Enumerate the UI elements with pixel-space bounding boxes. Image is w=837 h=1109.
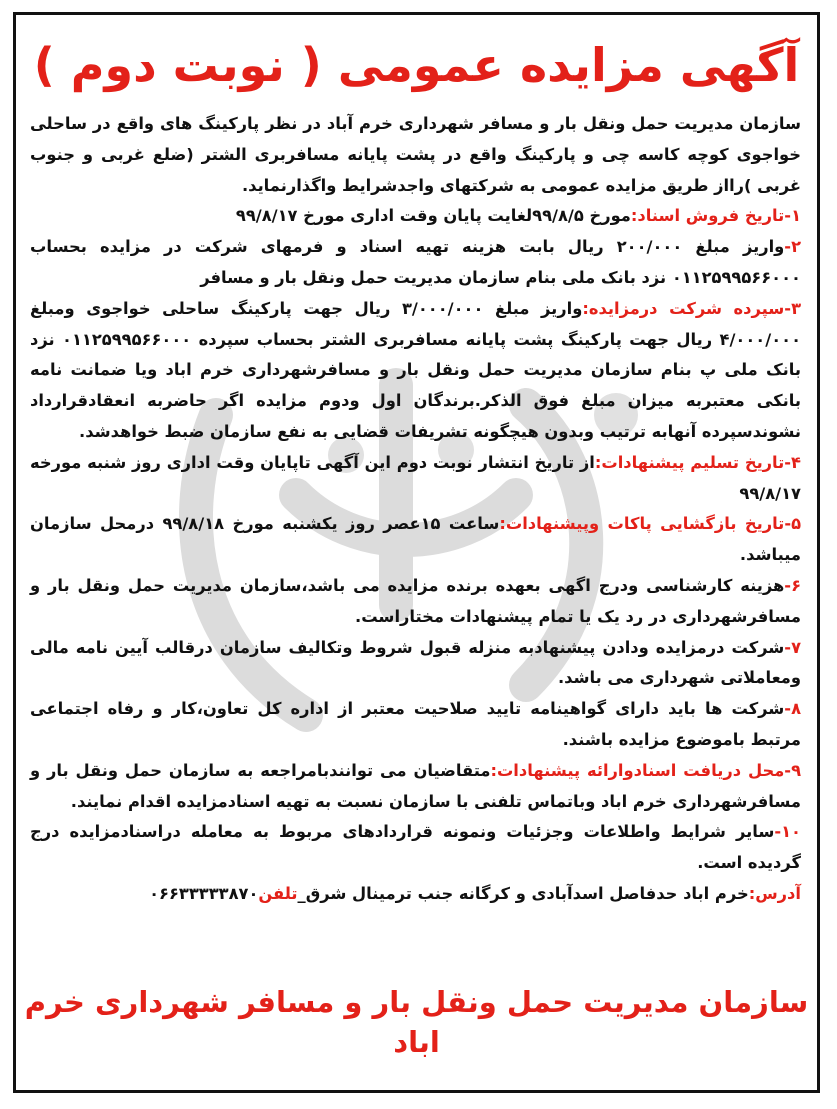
address-label: آدرس:	[748, 883, 801, 903]
item-text: متقاضیان می توانندبامراجعه به سازمان حمل ونقل بار و مسافرشهرداری خرم اباد وباتماس تلفنی با سازمان نسبت به تهیه اسنادمزایده اقدام نمایند.	[30, 760, 801, 811]
item-2	[30, 232, 801, 294]
item-text: شرکت درمزایده ودادن پیشنهادبه منزله قبول شروط وتکالیف سازمان درقالب آیین نامه مالی ومعاملاتی شهرداری می باشد.	[30, 637, 801, 688]
address-text: خرم اباد حدفاصل اسدآبادی و کرگانه جنب ترمینال شرق_	[297, 883, 749, 903]
item-number: ۷-	[784, 637, 801, 657]
item-number: ۱-	[784, 206, 801, 226]
item-text: سایر شرایط واطلاعات وجزئیات ونمونه قراردادهای مربوط به معامله دراسنادمزایده درج گردیده است.	[30, 822, 801, 873]
item-number: ۹-	[784, 760, 801, 780]
item-text: واریز مبلغ ۳/۰۰۰/۰۰۰ ریال جهت پارکینگ ساحلی خواجوی ومبلغ ۴/۰۰۰/۰۰۰ ریال جهت پارکینگ پشت پایانه مسافربری الشتر بحساب سپرده ۰۱۱۲۵۹۹۵۶۶۰۰۰ نزد بانک ملی پ بنام سازمان مدیریت حمل ونقل بار و مسافرشهرداری خرم اباد ویا ضمانت نامه بانکی معتبربه میزان مبلغ فوق الذکر.برندگان اول ودوم مزایده اگر حاضربه انعقادقرارداد نشوندسپرده آنهابه ترتیب وبدون هیچگونه تشریفات قضایی به نفع سازمان ضبط خواهدشد.	[30, 298, 802, 441]
ad-title: آگهی مزایده عمومی ( نوبت دوم )	[33, 38, 800, 92]
organization-footer: سازمان مدیریت حمل ونقل بار و مسافر شهرداری خرم اباد	[24, 985, 809, 1059]
item-8	[30, 694, 801, 756]
address-line	[30, 879, 801, 910]
item-number: ۲-	[784, 237, 801, 257]
item-label: سپرده شرکت درمزایده:	[582, 298, 785, 318]
item-9	[30, 756, 801, 818]
item-label: محل دریافت اسنادوارائه پیشنهادات:	[490, 760, 785, 780]
advertisement-frame	[13, 12, 820, 1093]
item-number: ۴-	[784, 452, 801, 472]
item-text: ساعت ۱۵عصر روز یکشنبه مورخ ۹۹/۸/۱۸ درمحل سازمان میباشد.	[30, 514, 801, 565]
item-3	[30, 294, 801, 448]
item-number: ۱۰-	[774, 822, 801, 842]
item-label: تاریخ بازگشایی پاکات وپیشنهادات:	[499, 514, 785, 534]
item-text: از تاریخ انتشار نوبت دوم این آگهی تاپایان وقت اداری روز شنبه مورخه ۹۹/۸/۱۷	[30, 452, 801, 503]
item-text: واریز مبلغ ۲۰۰/۰۰۰ ریال بابت هزینه تهیه اسناد و فرمهای شرکت در مزایده بحساب ۰۱۱۲۵۹۹۵۶۶۰۰۰ نزد بانک ملی بنام سازمان مدیریت حمل ونقل بار و مسافر	[30, 237, 801, 287]
item-1	[30, 201, 801, 232]
item-number: ۵-	[784, 514, 802, 534]
item-7	[30, 633, 801, 695]
item-4	[30, 448, 801, 510]
item-number: ۶-	[784, 575, 801, 595]
item-5	[30, 509, 801, 571]
item-number: ۸-	[784, 699, 801, 719]
item-number: ۳-	[784, 298, 801, 318]
phone-number: ۰۶۶۳۳۳۳۳۸۷۰	[149, 883, 259, 903]
item-text: هزینه کارشناسی ودرج اگهی بعهده برنده مزایده می باشد،سازمان مدیریت حمل ونقل بار و مسافرشهرداری در رد یک یا تمام پیشنهادات مختاراست.	[30, 575, 801, 626]
item-label: تاریخ تسلیم پیشنهادات:	[594, 452, 785, 472]
ad-body	[16, 95, 817, 910]
phone-label: تلفن	[258, 883, 298, 903]
intro-paragraph: سازمان مدیریت حمل ونقل بار و مسافر شهرداری خرم آباد در نظر پارکینگ های واقع در ساحلی خواجوی کوچه کاسه چی و پارکینگ واقع در پشت پایانه مسافربری الشتر (ضلع غربی و جنوب غربی )رااز طریق مزایده عمومی به شرکتهای واجدشرایط واگذارنماید.	[30, 114, 801, 195]
item-10	[30, 817, 801, 879]
item-label: تاریخ فروش اسناد:	[630, 206, 785, 226]
item-text: مورخ ۹۹/۸/۵لغایت پایان وقت اداری مورخ ۹۹/۸/۱۷	[235, 206, 631, 226]
item-text: شرکت ها باید دارای گواهینامه تایید صلاحیت معتبر از اداره کل تعاون،کار و رفاه اجتماعی مرتبط باموضوع مزایده باشند.	[30, 699, 801, 749]
item-6	[30, 571, 801, 633]
